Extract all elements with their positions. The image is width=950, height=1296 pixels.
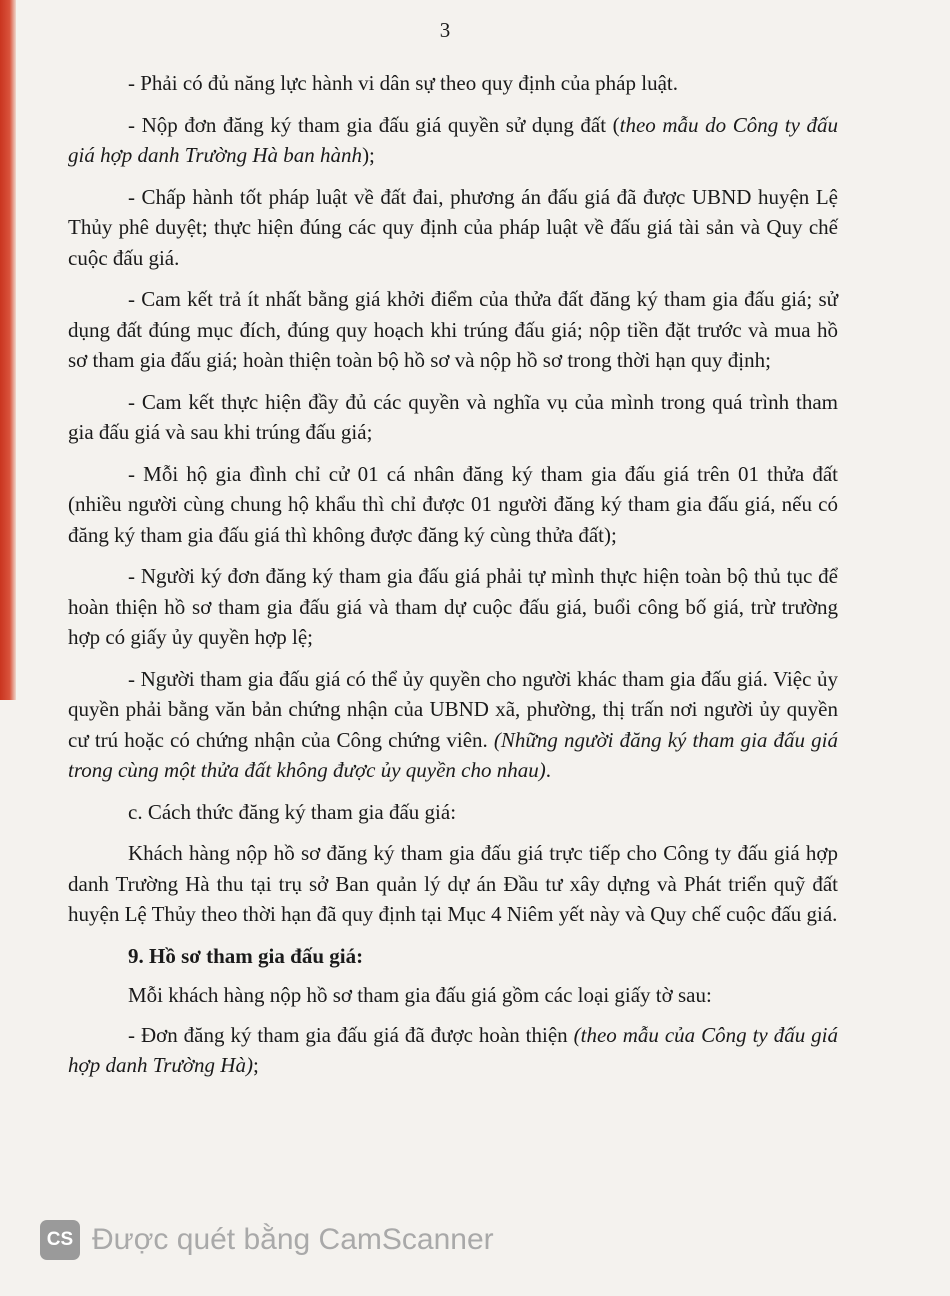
paragraph-4: - Cam kết trả ít nhất bằng giá khởi điểm của thửa đất đăng ký tham gia đấu giá; sử dụng đất đúng mục đích, đúng quy hoạch khi trúng đấu giá; nộp tiền đặt trước và mua hồ sơ tham gia đấu giá; hoàn thiện toàn bộ hồ sơ và nộp hồ sơ trong thời hạn quy định; — [68, 287, 838, 372]
paragraph-12: Mỗi khách hàng nộp hồ sơ tham gia đấu giá gồm các loại giấy tờ sau: — [128, 983, 712, 1007]
watermark-text: Được quét bằng CamScanner — [92, 1223, 494, 1256]
paragraph-2: - Nộp đơn đăng ký tham gia đấu giá quyền sử dụng đất (theo mẫu do Công ty đấu giá hợp danh Trường Hà ban hành); — [68, 112, 838, 167]
camscanner-watermark — [40, 1218, 494, 1262]
paragraph-1: - Phải có đủ năng lực hành vi dân sự theo quy định của pháp luật. — [128, 71, 678, 95]
document-body — [68, 68, 838, 1092]
page-edge-red-strip — [0, 0, 16, 700]
paragraph-5: - Cam kết thực hiện đầy đủ các quyền và nghĩa vụ của mình trong quá trình tham gia đấu giá và sau khi trúng đấu giá; — [68, 389, 838, 444]
camscanner-logo-icon: CS — [40, 1220, 80, 1260]
section-heading-9: 9. Hồ sơ tham gia đấu giá: — [128, 943, 364, 968]
paragraph-9-subheading: c. Cách thức đăng ký tham gia đấu giá: — [128, 799, 457, 824]
paragraph-7: - Người ký đơn đăng ký tham gia đấu giá phải tự mình thực hiện toàn bộ thủ tục để hoàn thiện hồ sơ tham gia đấu giá và tham dự cuộc đấu giá, buổi công bố giá, trừ trường hợp có giấy ủy quyền hợp lệ; — [68, 564, 838, 649]
paragraph-13: - Đơn đăng ký tham gia đấu giá đã được hoàn thiện (theo mẫu của Công ty đấu giá hợp danh Trường Hà); — [68, 1022, 838, 1077]
paragraph-6: - Mỗi hộ gia đình chỉ cử 01 cá nhân đăng ký tham gia đấu giá trên 01 thửa đất (nhiều người cùng chung hộ khẩu thì chỉ được 01 người đăng ký tham gia đấu giá, nếu có đăng ký tham gia đấu giá thì không được đăng ký cùng thửa đất); — [68, 461, 838, 547]
paragraph-8: - Người tham gia đấu giá có thể ủy quyền cho người khác tham gia đấu giá. Việc ủy quyền phải bằng văn bản chứng nhận của UBND xã, phường, thị trấn nơi người ủy quyền cư trú hoặc có chứng nhận của Công chứng viên. (Những người đăng ký tham gia đấu giá trong cùng một thửa đất không được ủy quyền cho nhau). — [68, 666, 838, 782]
paragraph-10: Khách hàng nộp hồ sơ đăng ký tham gia đấu giá trực tiếp cho Công ty đấu giá hợp danh Trường Hà thu tại trụ sở Ban quản lý dự án Đầu tư xây dựng và Phát triển quỹ đất huyện Lệ Thủy theo thời hạn đã quy định tại Mục 4 Niêm yết này và Quy chế cuộc đấu giá. — [68, 841, 838, 926]
paragraph-3: - Chấp hành tốt pháp luật về đất đai, phương án đấu giá đã được UBND huyện Lệ Thủy phê duyệt; thực hiện đúng các quy định của pháp luật về đấu giá tài sản và Quy chế cuộc đấu giá. — [68, 184, 838, 270]
page-number: 3 — [439, 18, 451, 42]
